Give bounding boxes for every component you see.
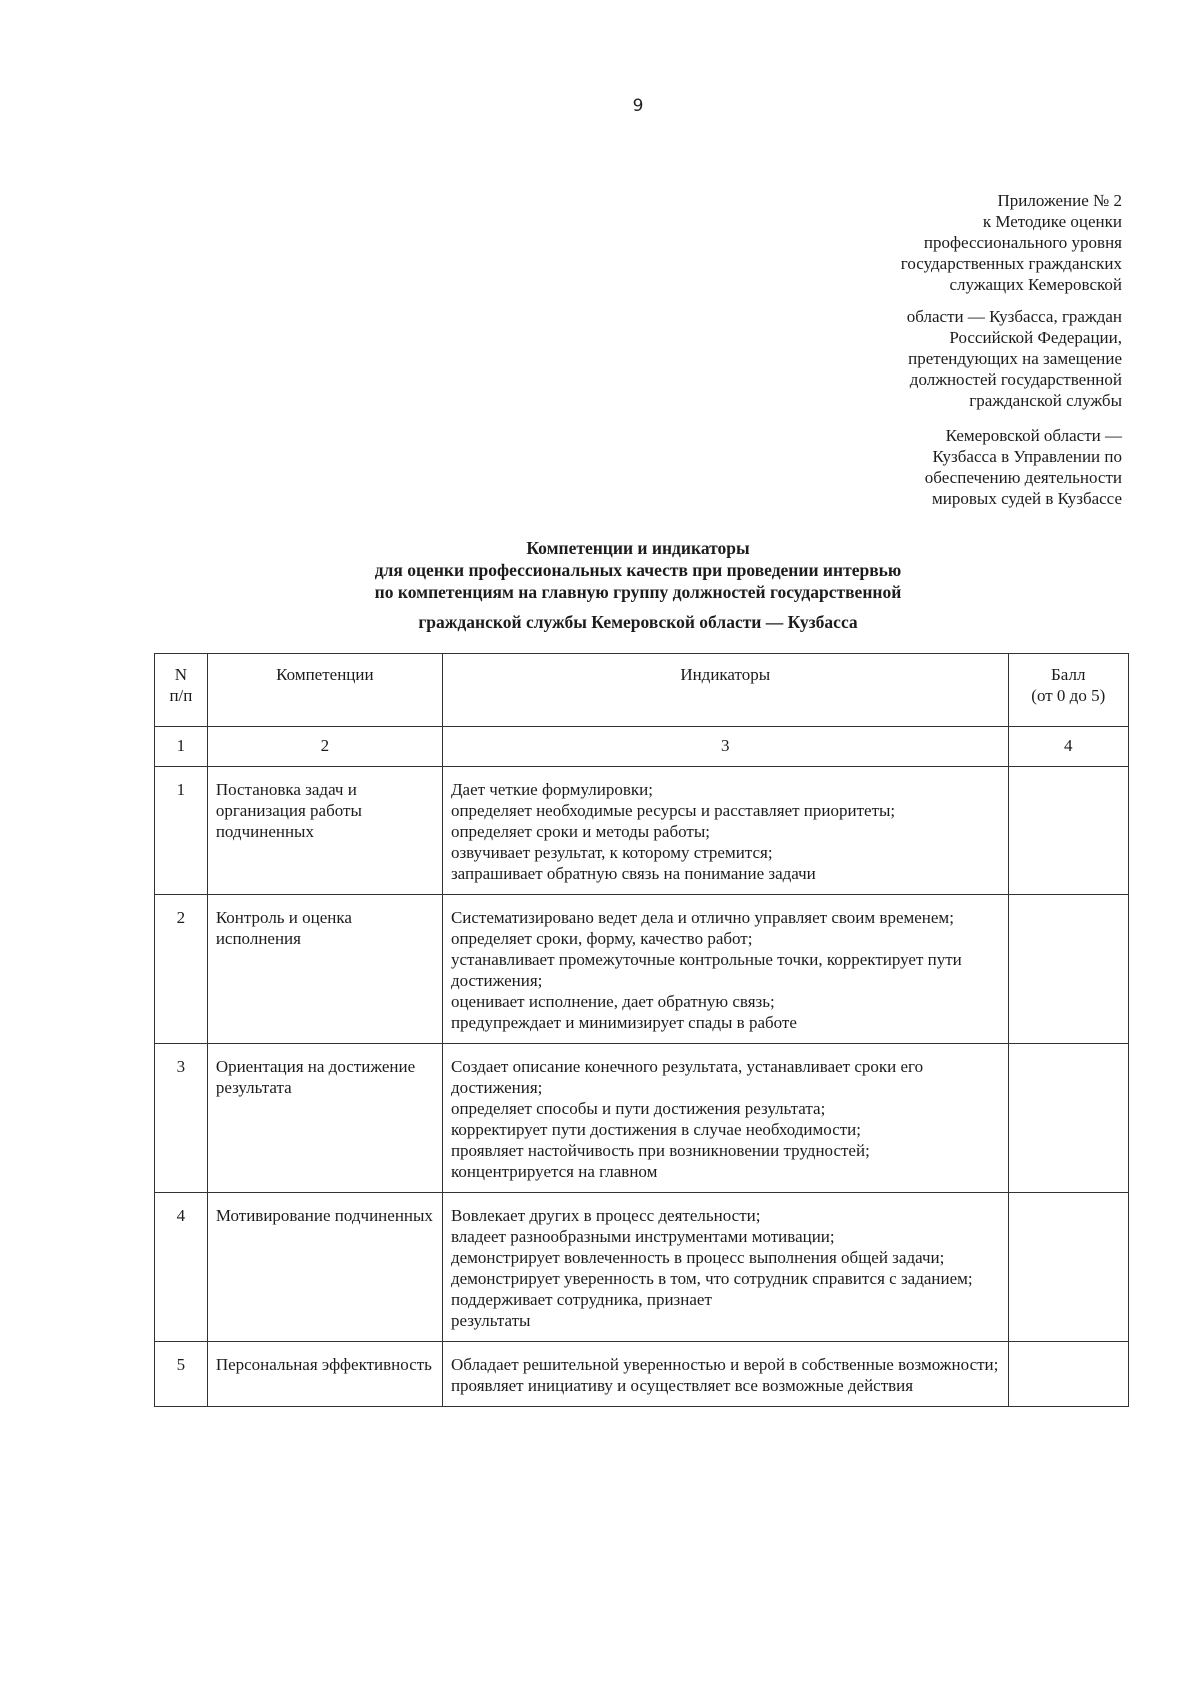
indicator-line: устанавливает промежуточные контрольные точки, корректирует пути достижения; (450, 950, 962, 990)
score-cell[interactable] (1008, 895, 1128, 1044)
indicator-line: демонстрирует уверенность в том, что сотрудник справится с заданием; (450, 1269, 973, 1288)
score-cell[interactable] (1008, 1044, 1128, 1193)
appendix-line: Кузбасса в Управлении по (932, 447, 1122, 466)
appendix-line: служащих Кемеровской (949, 275, 1122, 294)
table-header-row (155, 654, 1129, 727)
indicator-line: определяет необходимые ресурсы и расставляет приоритеты; (450, 801, 896, 820)
appendix-line: государственных гражданских (900, 254, 1122, 273)
header-number-line1: N (174, 665, 188, 684)
competency-name: Мотивирование подчиненных (207, 1193, 442, 1342)
table-row (155, 1342, 1129, 1407)
indicator-line: предупреждает и минимизирует спады в работе (450, 1013, 797, 1032)
header-number (155, 654, 208, 727)
document-title (0, 537, 1200, 633)
title-line: по компетенциям на главную группу должностей государственной (374, 582, 902, 602)
appendix-header-block-c (925, 425, 1122, 509)
indicators-cell (442, 767, 1008, 895)
indicator-line: концентрируется на главном (450, 1162, 658, 1181)
indicators-cell (442, 1044, 1008, 1193)
indicator-line: корректирует пути достижения в случае необходимости; (450, 1120, 861, 1139)
column-number: 1 (155, 727, 208, 767)
table-row (155, 895, 1129, 1044)
indicator-line: оценивает исполнение, дает обратную связь; (450, 992, 775, 1011)
indicator-line: результаты (450, 1311, 531, 1330)
indicator-line: озвучивает результат, к которому стремится; (450, 843, 773, 862)
appendix-line: должностей государственной (909, 370, 1122, 389)
row-number: 1 (155, 767, 208, 895)
appendix-line: Российской Федерации, (949, 328, 1122, 347)
appendix-line: Кемеровской области — (945, 426, 1122, 445)
appendix-line: области — Кузбасса, граждан (906, 307, 1122, 326)
appendix-line: Приложение № 2 (997, 191, 1122, 210)
indicator-line: демонстрирует вовлеченность в процесс выполнения общей задачи; (450, 1248, 945, 1267)
table-row (155, 767, 1129, 895)
header-indicators: Индикаторы (442, 654, 1008, 727)
competency-name: Персональная эффективность (207, 1342, 442, 1407)
column-number: 4 (1008, 727, 1128, 767)
indicator-line: запрашивает обратную связь на понимание задачи (450, 864, 816, 883)
title-line: Компетенции и индикаторы (526, 538, 750, 558)
column-number: 3 (442, 727, 1008, 767)
header-competencies: Компетенции (207, 654, 442, 727)
indicator-line: проявляет инициативу и осуществляет все возможные действия (450, 1376, 914, 1395)
row-number: 2 (155, 895, 208, 1044)
appendix-line: профессионального уровня (923, 233, 1122, 252)
table-row (155, 1044, 1129, 1193)
indicator-line: определяет сроки, форму, качество работ; (450, 929, 753, 948)
header-score-line2: (от 0 до 5) (1031, 686, 1106, 705)
row-number: 5 (155, 1342, 208, 1407)
appendix-line: обеспечению деятельности (924, 468, 1122, 487)
title-line: для оценки профессиональных качеств при проведении интервью (374, 560, 902, 580)
indicator-line: Создает описание конечного результата, устанавливает сроки его достижения; (450, 1057, 924, 1097)
appendix-header-block-b (907, 306, 1122, 411)
indicator-line: владеет разнообразными инструментами мотивации; (450, 1227, 835, 1246)
appendix-line: гражданской службы (969, 391, 1122, 410)
indicator-line: Систематизировано ведет дела и отлично управляет своим временем; (450, 908, 954, 927)
appendix-line: претендующих на замещение (908, 349, 1122, 368)
indicator-line: определяет способы и пути достижения результата; (450, 1099, 826, 1118)
appendix-line: к Методике оценки (982, 212, 1122, 231)
page-number: 9 (632, 96, 644, 116)
indicator-line: проявляет настойчивость при возникновении трудностей; (450, 1141, 870, 1160)
header-score-line1: Балл (1051, 665, 1086, 684)
indicator-line: Дает четкие формулировки; (450, 780, 653, 799)
competency-name: Ориентация на достижение результата (207, 1044, 442, 1193)
title-line: гражданской службы Кемеровской области — Кузбасса (418, 612, 858, 632)
competency-table (154, 653, 1129, 1407)
indicators-cell (442, 895, 1008, 1044)
indicator-line: поддерживает сотрудника, признает (450, 1290, 712, 1309)
score-cell[interactable] (1008, 767, 1128, 895)
indicator-line: определяет сроки и методы работы; (450, 822, 710, 841)
column-number: 2 (207, 727, 442, 767)
score-cell[interactable] (1008, 1342, 1128, 1407)
competency-name: Постановка задач и организация работы подчиненных (207, 767, 442, 895)
indicator-line: Вовлекает других в процесс деятельности; (450, 1206, 761, 1225)
score-cell[interactable] (1008, 1193, 1128, 1342)
indicator-line: Обладает решительной уверенностью и верой в собственные возможности; (450, 1355, 999, 1374)
appendix-header-block-a (901, 190, 1122, 295)
column-numbering-row (155, 727, 1129, 767)
competency-name: Контроль и оценка исполнения (207, 895, 442, 1044)
row-number: 4 (155, 1193, 208, 1342)
appendix-line: мировых судей в Кузбассе (932, 489, 1122, 508)
table-row (155, 1193, 1129, 1342)
indicators-cell (442, 1193, 1008, 1342)
header-number-line2: п/п (169, 686, 193, 705)
row-number: 3 (155, 1044, 208, 1193)
indicators-cell (442, 1342, 1008, 1407)
header-score (1008, 654, 1128, 727)
